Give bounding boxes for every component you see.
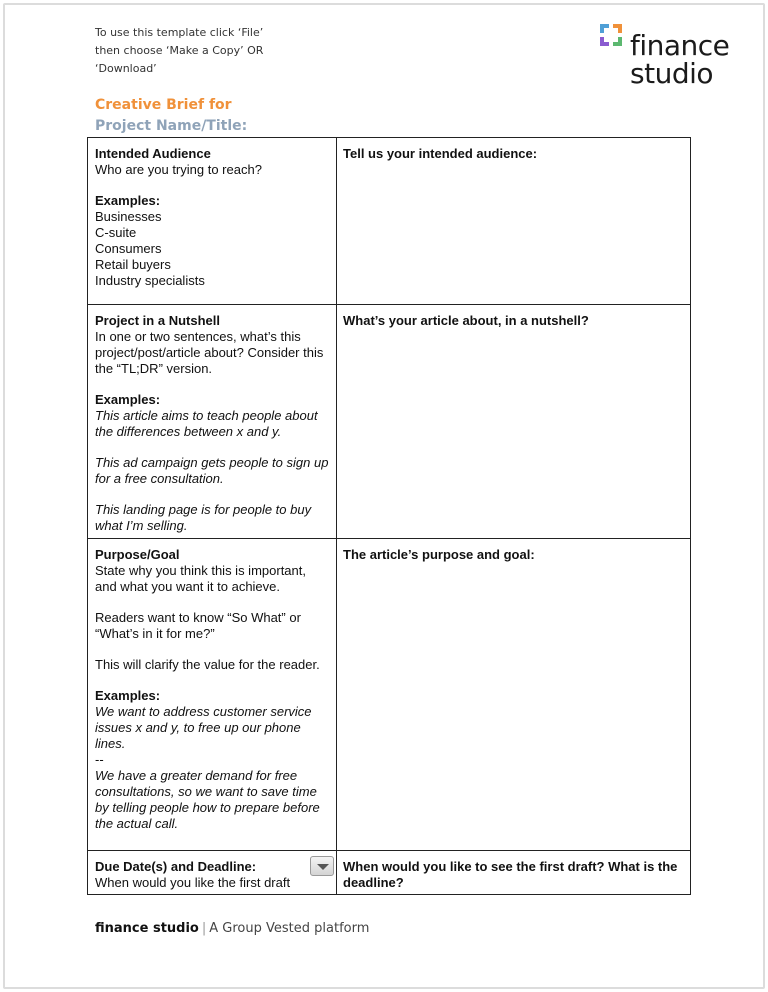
purpose-examples-label: Examples: <box>95 688 161 703</box>
due-question: When would you like the first draft <box>95 875 291 890</box>
purpose-question: State why you think this is important, and what you want it to achieve. <box>95 563 306 594</box>
purpose-separator: -- <box>95 752 104 767</box>
purpose-guidance-cell <box>88 539 337 850</box>
due-heading: Due Date(s) and Deadline: <box>95 859 257 874</box>
nutshell-heading: Project in a Nutshell <box>95 313 220 328</box>
brief-title: Creative Brief for <box>95 97 232 113</box>
due-date-row <box>88 851 690 894</box>
logo-line-1: finance <box>630 29 730 62</box>
nutshell-example-3: This landing page is for people to buy what I’m selling. <box>95 502 312 533</box>
audience-row <box>88 138 690 305</box>
footer-separator: | <box>201 921 207 936</box>
audience-example: C-suite <box>95 225 137 240</box>
purpose-example-1: We want to address customer service issues x and y, to free up our phone lines. <box>95 704 312 751</box>
instructions-line-1: To use this template click ‘File’ <box>95 26 264 39</box>
audience-example: Businesses <box>95 209 162 224</box>
purpose-row <box>88 539 690 851</box>
due-prompt: When would you like to see the first draft? What is the deadline? <box>343 859 678 890</box>
purpose-prompt: The article’s purpose and goal: <box>343 547 535 562</box>
audience-question: Who are you trying to reach? <box>95 162 262 177</box>
nutshell-row <box>88 305 690 539</box>
footer-brand: finance studio <box>95 921 199 936</box>
audience-example: Retail buyers <box>95 257 171 272</box>
instructions-line-2: then choose ‘Make a Copy’ OR <box>95 44 264 57</box>
audience-examples-label: Examples: <box>95 193 161 208</box>
audience-heading: Intended Audience <box>95 146 211 161</box>
brief-table <box>87 137 691 895</box>
purpose-para-2: Readers want to know “So What” or “What’s in it for me?” <box>95 610 301 641</box>
purpose-answer-cell[interactable] <box>337 539 690 850</box>
purpose-heading: Purpose/Goal <box>95 547 180 562</box>
purpose-example-2: We have a greater demand for free consultations, so we want to save time by telling people how to prepare before the actual call. <box>95 768 320 831</box>
due-answer-cell[interactable] <box>337 851 690 894</box>
purpose-para-3: This will clarify the value for the reader. <box>95 657 320 672</box>
instructions-line-3: ‘Download’ <box>95 62 157 75</box>
due-guidance-cell <box>88 851 337 894</box>
audience-example: Industry specialists <box>95 273 205 288</box>
row-dropdown-button[interactable] <box>310 856 334 876</box>
nutshell-example-1: This article aims to teach people about the differences between x and y. <box>95 408 318 439</box>
footer-tagline: A Group Vested platform <box>209 921 370 936</box>
project-name-label[interactable]: Project Name/Title: <box>95 118 248 134</box>
finance-studio-logo <box>598 22 748 92</box>
audience-answer-cell[interactable] <box>337 138 690 304</box>
nutshell-guidance-cell <box>88 305 337 538</box>
audience-prompt: Tell us your intended audience: <box>343 146 538 161</box>
nutshell-examples-label: Examples: <box>95 392 161 407</box>
chevron-down-icon <box>317 864 329 870</box>
audience-guidance-cell <box>88 138 337 304</box>
audience-example: Consumers <box>95 241 162 256</box>
logo-wordmark <box>630 29 730 90</box>
logo-mark-icon <box>598 22 624 48</box>
nutshell-example-2: This ad campaign gets people to sign up for a free consultation. <box>95 455 329 486</box>
nutshell-question: In one or two sentences, what’s this project/post/article about? Consider this the “TL;DR” version. <box>95 329 324 376</box>
page-footer <box>95 921 369 937</box>
nutshell-prompt: What’s your article about, in a nutshell? <box>343 313 589 328</box>
nutshell-answer-cell[interactable] <box>337 305 690 538</box>
logo-line-2: studio <box>630 57 713 90</box>
template-instructions <box>95 24 315 78</box>
